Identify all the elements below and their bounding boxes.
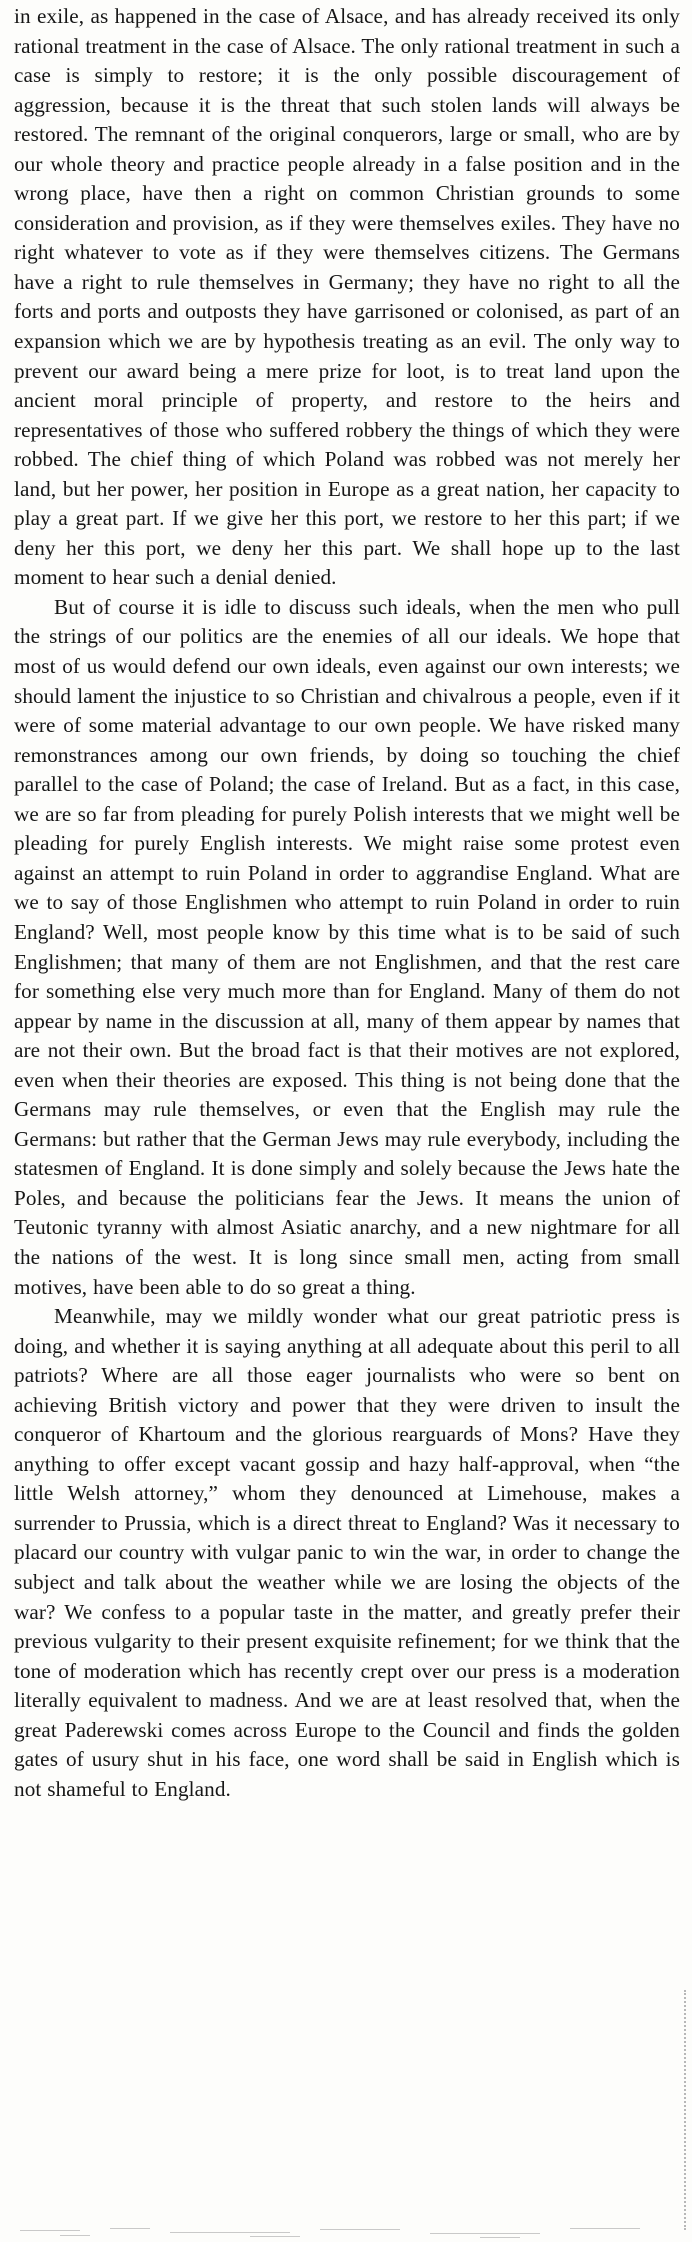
scan-edge-artifact [682,1990,686,2230]
article-paragraph-3: Meanwhile, may we mildly wonder what our great patriotic press is doing, and whether it is saying anything at all adequate about this peril to all patriots? Where are all those eager journalists who were so bent on achieving British victory and power that they were driven to insult the conqueror of Khartoum and the glorious rearguards of Mons? Have they anything to offer except vacant gossip and hazy half-approval, when “the little Welsh attorney,” whom they denounced at Limehouse, makes a surrender to Prussia, which is a direct threat to England? Was it necessary to placard our country with vulgar panic to win the war, in order to change the subject and talk about the weather while we are losing the objects of the war? We confess to a popular taste in the matter, and greatly prefer their previous vulgarity to their present exquisite refinement; for we think that the tone of moderation which has recently crept over our press is a moderation literally equivalent to madness. And we are at least resolved that, when the great Paderewski comes across Europe to the Council and finds the golden gates of usury shut in his face, one word shall be said in English which is not shameful to England. [14,1304,680,1801]
article-column [14,2,680,1804]
scan-noise-strip [0,2216,692,2242]
article-paragraph-2: But of course it is idle to discuss such ideals, when the men who pull the strings of our politics are the enemies of all our ideals. We hope that most of us would defend our own ideals, even against our own interests; we should lament the injustice to so Christian and chivalrous a people, even if it were of some material advantage to our own people. We have risked many remonstrances among our own friends, by doing so touching the chief parallel to the case of Poland; the case of Ireland. But as a fact, in this case, we are so far from pleading for purely Polish interests that we might well be pleading for purely English interests. We might raise some protest even against an attempt to ruin Poland in order to aggrandise England. What are we to say of those Englishmen who attempt to ruin Poland in order to ruin England? Well, most people know by this time what is to be said of such Englishmen; that many of them are not Englishmen, and that the rest care for something else very much more than for England. Many of them do not appear by name in the discussion at all, many of them appear by names that are not their own. But the broad fact is that their motives are not explored, even when their theories are exposed. This thing is not being done that the Germans may rule themselves, or even that the English may rule the Germans: but rather that the German Jews may rule everybody, including the statesmen of England. It is done simply and solely because the Jews hate the Poles, and because the politicians fear the Jews. It means the union of Teutonic tyranny with almost Asiatic anarchy, and a new nightmare for all the nations of the west. It is long since small men, acting from small motives, have been able to do so great a thing. [14,594,680,1299]
article-paragraph-1: in exile, as happened in the case of Alsace, and has already received its only rational treatment in the case of Alsace. The only rational treatment in such a case is simply to restore; it is the only possible discouragement of aggression, because it is the threat that such stolen lands will always be restored. The remnant of the original conquerors, large or small, who are by our whole theory and practice people already in a false position and in the wrong place, have then a right on common Christian grounds to some consideration and provision, as if they were themselves exiles. They have no right whatever to vote as if they were themselves citizens. The Germans have a right to rule themselves in Germany; they have no right to all the forts and ports and outposts they have garrisoned or colonised, as part of an expansion which we are by hypothesis treating as an evil. The only way to prevent our award being a mere prize for loot, is to treat land upon the ancient moral principle of property, and restore to the heirs and representatives of those who suffered robbery the things of which they were robbed. The chief thing of which Poland was robbed was not merely her land, but her power, her position in Europe as a great nation, her capacity to play a great part. If we give her this port, we restore to her this part; if we deny her this port, we deny her this part. We shall hope up to the last moment to hear such a denial denied. [14,4,680,590]
